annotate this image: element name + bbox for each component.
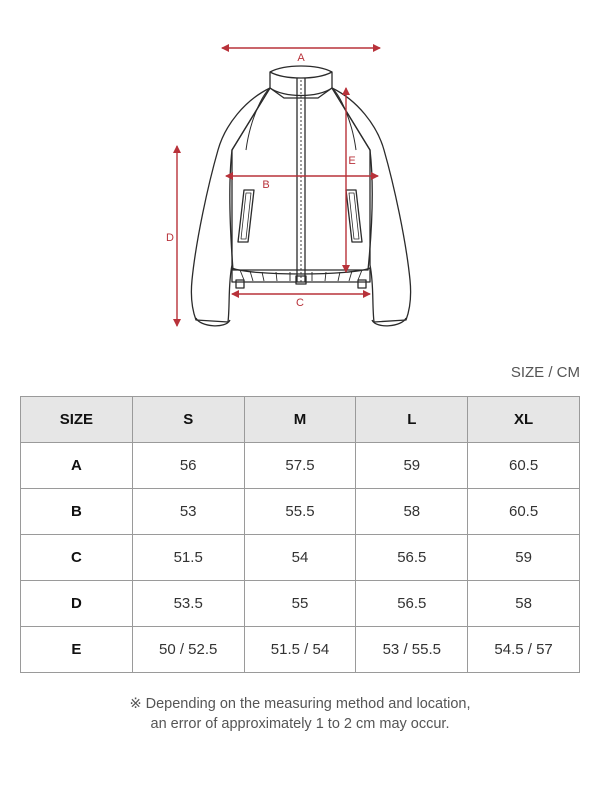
- size-chart-table: [20, 396, 580, 673]
- row-label: D: [21, 581, 133, 627]
- table-cell: 56.5: [356, 535, 468, 581]
- measurement-lines: [177, 48, 380, 326]
- table-cell: 59: [356, 443, 468, 489]
- table-cell: 60.5: [468, 489, 580, 535]
- measure-label-a: A: [297, 52, 305, 64]
- note-line-2: an error of approximately 1 to 2 cm may occur.: [150, 716, 450, 732]
- header-size: SIZE: [21, 397, 133, 443]
- table-row: [21, 627, 580, 673]
- table-cell: 53: [132, 489, 244, 535]
- table-cell: 59: [468, 535, 580, 581]
- note-line-1: ※ Depending on the measuring method and location,: [129, 696, 471, 712]
- row-label: B: [21, 489, 133, 535]
- table-cell: 53 / 55.5: [356, 627, 468, 673]
- left-sleeve: [191, 88, 270, 322]
- measure-label-e: E: [348, 155, 356, 167]
- table-row: [21, 581, 580, 627]
- table-cell: 51.5 / 54: [244, 627, 356, 673]
- table-cell: 50 / 52.5: [132, 627, 244, 673]
- table-cell: 58: [468, 581, 580, 627]
- measure-label-d: D: [166, 232, 174, 244]
- measure-label-b: B: [262, 179, 270, 191]
- left-pocket: [238, 190, 254, 242]
- table-row: [21, 489, 580, 535]
- table-cell: 56: [132, 443, 244, 489]
- unit-label: SIZE / CM: [510, 364, 580, 381]
- table-row: [21, 535, 580, 581]
- table-cell: 56.5: [356, 581, 468, 627]
- table-cell: 57.5: [244, 443, 356, 489]
- row-label: C: [21, 535, 133, 581]
- table-cell: 58: [356, 489, 468, 535]
- table-cell: 54: [244, 535, 356, 581]
- right-pocket: [346, 190, 362, 242]
- table-cell: 60.5: [468, 443, 580, 489]
- table-cell: 55: [244, 581, 356, 627]
- header-xl: XL: [468, 397, 580, 443]
- measure-label-c: C: [296, 297, 304, 309]
- table-cell: 51.5: [132, 535, 244, 581]
- table-row: [21, 443, 580, 489]
- right-sleeve: [332, 88, 411, 322]
- table-cell: 53.5: [132, 581, 244, 627]
- table-header-row: [21, 397, 580, 443]
- table-cell: 54.5 / 57: [468, 627, 580, 673]
- jacket-measurement-diagram: [0, 0, 600, 350]
- jacket-body: [230, 88, 372, 270]
- row-label: A: [21, 443, 133, 489]
- measurement-note: [0, 694, 600, 734]
- header-m: M: [244, 397, 356, 443]
- jacket-illustration: [191, 66, 410, 326]
- row-label: E: [21, 627, 133, 673]
- header-l: L: [356, 397, 468, 443]
- header-s: S: [132, 397, 244, 443]
- table-cell: 55.5: [244, 489, 356, 535]
